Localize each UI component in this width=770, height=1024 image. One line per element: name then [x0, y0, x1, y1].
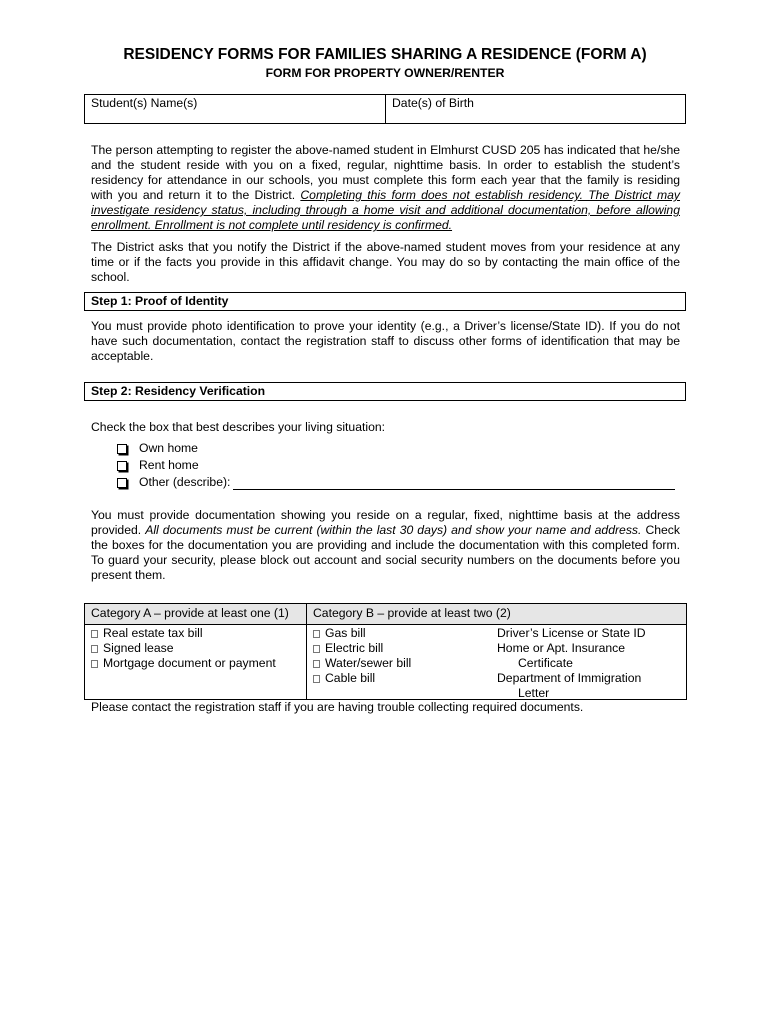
list-item [497, 626, 686, 641]
step1-text: You must provide photo identification to prove your identity (e.g., a Driver’s license/State ID). If you do not have such documentation, contact the registration staff to discuss other forms of identification that may be acceptable. [91, 319, 680, 363]
student-names-field[interactable] [85, 95, 386, 123]
student-info-table [84, 94, 686, 124]
categories-body-row [85, 625, 686, 701]
step1-heading: Step 1: Proof of Identity [84, 292, 686, 311]
intro-paragraph [91, 143, 680, 233]
item-label: Electric bill [325, 641, 384, 655]
dates-of-birth-field[interactable] [386, 95, 685, 123]
list-item[interactable] [313, 626, 491, 641]
item-label: Water/sewer bill [325, 656, 412, 670]
list-item [497, 686, 686, 701]
item-label: Cable bill [325, 671, 376, 685]
notify-paragraph: The District asks that you notify the District if the above-named student moves from your residence at any time or if the facts you provide in this affidavit change. You may do so by contacting the main office of the school. [91, 240, 680, 284]
category-b-column [307, 625, 497, 701]
form-title: RESIDENCY FORMS FOR FAMILIES SHARING A RESIDENCE (FORM A) [123, 46, 647, 63]
list-item[interactable] [313, 641, 491, 656]
list-item [497, 641, 686, 656]
document-categories-table [84, 603, 687, 700]
dates-of-birth-label: Date(s) of Birth [392, 96, 474, 110]
option-label: Other (describe): [139, 475, 231, 489]
category-a-header: Category A – provide at least one (1) [85, 604, 307, 624]
checkbox-icon[interactable] [313, 660, 320, 668]
checkbox-icon[interactable] [91, 630, 98, 638]
living-situation-options [117, 440, 687, 491]
category-a-column [85, 625, 307, 700]
option-label: Own home [139, 441, 198, 455]
checkbox-icon[interactable] [91, 645, 98, 653]
living-situation-prompt: Check the box that best describes your living situation: [91, 420, 386, 434]
item-label: Letter [518, 686, 550, 700]
item-label: Mortgage document or payment [103, 656, 276, 670]
checkbox-icon[interactable] [117, 444, 127, 454]
list-item [497, 656, 686, 671]
option-label: Rent home [139, 458, 199, 472]
checkbox-icon[interactable] [91, 660, 98, 668]
item-label: Certificate [518, 656, 573, 670]
category-b-column-2 [497, 625, 686, 701]
item-label: Signed lease [103, 641, 174, 655]
intro-emphasis: Completing this form does not establish residency. The District may investigate residency status, including through a home visit and additional documentation, before allowing enrollment. Enrollment is not complete until residency is confirmed. [91, 188, 681, 232]
doc-text-italic: All documents must be current (within the last 30 days) and show your name and address. [145, 523, 642, 537]
form-subtitle: FORM FOR PROPERTY OWNER/RENTER [265, 66, 505, 80]
checkbox-icon[interactable] [117, 478, 127, 488]
item-label: Department of Immigration [497, 671, 642, 685]
documentation-paragraph [91, 508, 680, 583]
checkbox-icon[interactable] [313, 630, 320, 638]
list-item[interactable] [91, 656, 300, 671]
item-label: Home or Apt. Insurance [497, 641, 626, 655]
other-describe-line[interactable] [233, 476, 675, 490]
footer-note: Please contact the registration staff if you are having trouble collecting required documents. [91, 700, 584, 714]
item-label: Gas bill [325, 626, 366, 640]
list-item[interactable] [313, 656, 491, 671]
option-own-home[interactable] [117, 440, 687, 457]
checkbox-icon[interactable] [313, 645, 320, 653]
doc-text-rest: Check the boxes for the documentation you are providing and include the documentation with this completed form. To guard your security, please block out account and social security numbers on the documents before you present them. [91, 523, 680, 582]
option-rent-home[interactable] [117, 457, 687, 474]
doc-text: You must provide documentation showing you reside on a regular, fixed, nighttime basis at the address provided. [91, 508, 680, 537]
item-label: Real estate tax bill [103, 626, 203, 640]
list-item [497, 671, 686, 686]
list-item[interactable] [91, 626, 300, 641]
item-label: Driver’s License or State ID [497, 626, 646, 640]
checkbox-icon[interactable] [313, 675, 320, 683]
categories-header-row [85, 604, 686, 625]
student-names-label: Student(s) Name(s) [91, 96, 198, 110]
list-item[interactable] [91, 641, 300, 656]
intro-text: The person attempting to register the above-named student in Elmhurst CUSD 205 has indicated that he/she and the student reside with you on a fixed, regular, nighttime basis. In order to establish the student’s residency for attendance in our schools, you must complete this form each year that the family is residing with you and return it to the District. [91, 143, 680, 202]
option-other[interactable] [117, 474, 687, 491]
category-b-header: Category B – provide at least two (2) [313, 606, 511, 620]
step2-heading: Step 2: Residency Verification [84, 382, 686, 401]
list-item[interactable] [313, 671, 491, 686]
checkbox-icon[interactable] [117, 461, 127, 471]
